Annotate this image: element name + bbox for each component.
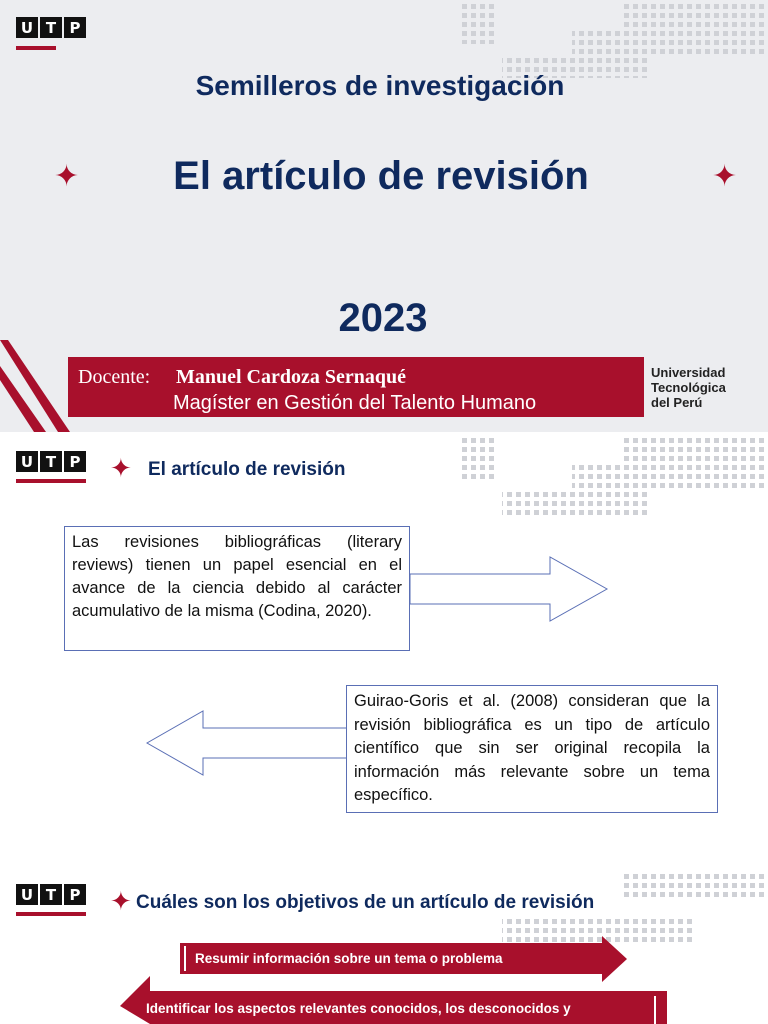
text-box-left xyxy=(64,526,410,651)
four-point-star-icon: ✦ xyxy=(110,454,132,484)
logo-underline xyxy=(16,912,86,916)
subtitle: Semilleros de investigación xyxy=(195,70,565,101)
docente-name: Manuel Cardoza Sernaqué xyxy=(176,366,406,388)
logo-letter-p: P xyxy=(64,17,86,38)
logo-letter-u: U xyxy=(16,451,38,472)
literary-reviews-text: Las revisiones bibliográficas (literary reviews) tienen un papel esencial en el avance de la ciencia debido al carácter acumulativo de la misma (Codina, 2020). xyxy=(72,533,402,620)
review-definition-slide xyxy=(0,432,768,844)
four-point-star-icon: ✦ xyxy=(712,159,738,194)
slide-heading: Cuáles son los objetivos de un artículo de revisión xyxy=(136,892,595,913)
objectives-slide xyxy=(0,844,768,1024)
utp-logo xyxy=(16,451,86,472)
logo-letter-u: U xyxy=(16,884,38,905)
left-arrow-shape xyxy=(146,710,348,776)
four-point-star-icon: ✦ xyxy=(110,887,132,917)
guirao-goris-text: Guirao-Goris et al. (2008) consideran que la revisión bibliográfica es un tipo de artículo científico que sin ser original recopila la información más relevante sobre un tema específico. xyxy=(354,692,710,804)
docente-degree: Magíster en Gestión del Talento Humano xyxy=(173,392,537,414)
objective-1-text: Resumir información sobre un tema o problema xyxy=(195,951,503,966)
logo-underline xyxy=(16,479,86,483)
utp-logo xyxy=(16,884,86,905)
university-line: del Perú xyxy=(651,395,703,410)
logo-letter-t: T xyxy=(40,884,62,905)
objective-arrow-left xyxy=(120,976,668,1024)
logo-letter-t: T xyxy=(40,17,62,38)
university-line: Universidad xyxy=(651,365,726,380)
logo-letter-u: U xyxy=(16,17,38,38)
dot-grid-decoration xyxy=(462,438,768,528)
text-box-right xyxy=(346,685,718,813)
year: 2023 xyxy=(338,296,428,340)
logo-letter-p: P xyxy=(64,884,86,905)
title-slide xyxy=(0,0,768,432)
university-line: Tecnológica xyxy=(651,380,726,395)
logo-letter-p: P xyxy=(64,451,86,472)
objective-2-text: Identificar los aspectos relevantes conocidos, los desconocidos y xyxy=(146,1001,571,1016)
four-point-star-icon: ✦ xyxy=(54,159,80,194)
logo-letter-t: T xyxy=(40,451,62,472)
docente-label: Docente: xyxy=(78,366,151,388)
slide-heading: El artículo de revisión xyxy=(148,459,346,480)
main-title: El artículo de revisión xyxy=(173,154,589,198)
utp-logo xyxy=(16,17,86,38)
university-name xyxy=(651,365,726,410)
logo-underline xyxy=(16,46,56,50)
right-arrow-shape xyxy=(410,556,610,622)
